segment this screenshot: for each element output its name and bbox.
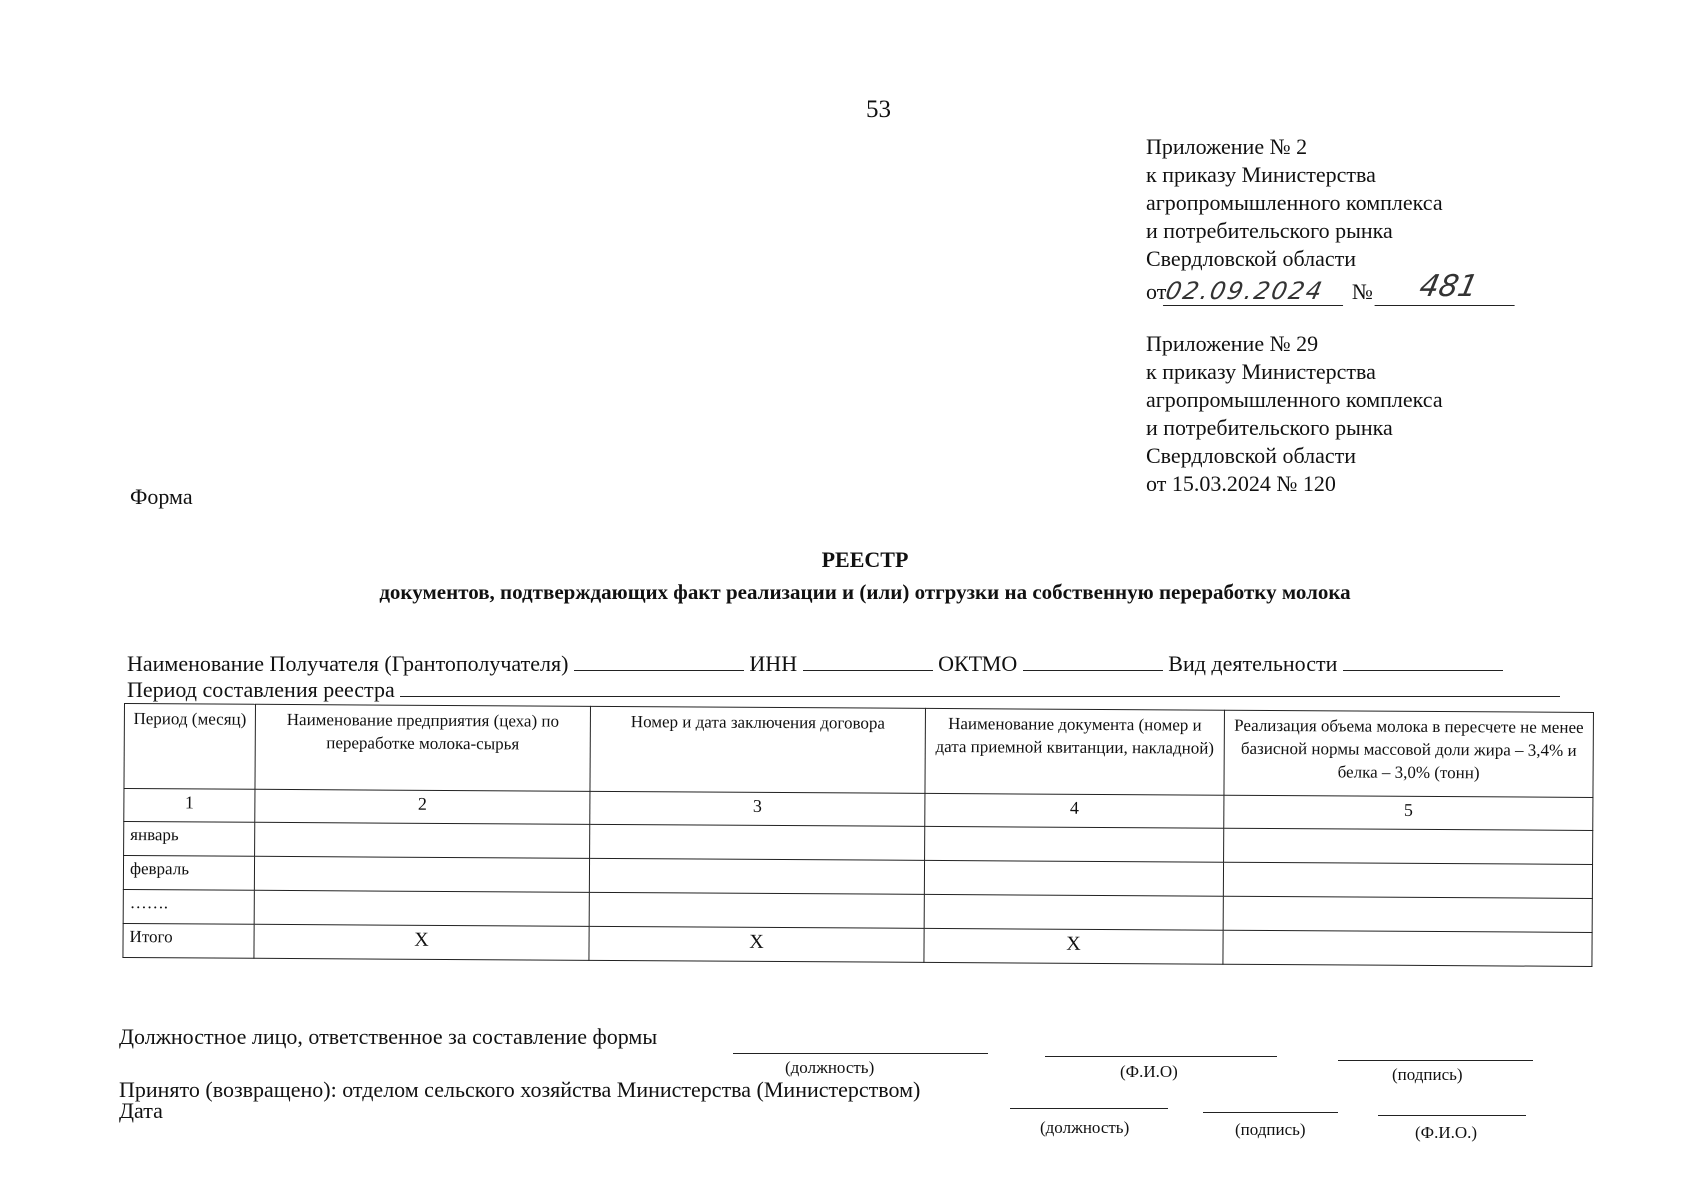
total-mark: Х — [924, 928, 1223, 964]
total-volume-cell[interactable] — [1223, 930, 1592, 966]
row-month: ……. — [123, 889, 254, 924]
column-number: 1 — [124, 789, 255, 823]
document-subtitle: документов, подтверждающих факт реализации и (или) отгрузки на собственную переработку молока — [379, 580, 1351, 604]
appendix-2-block — [1146, 330, 1443, 498]
accepted-label: Принято (возвращено): отделом сельского хозяйства Министерства (Министерством) — [119, 1077, 921, 1102]
responsible-label: Должностное лицо, ответственное за составление формы — [119, 1024, 658, 1049]
column-number: 2 — [255, 789, 590, 824]
registry-table — [122, 703, 1594, 967]
appendix-1-line: Приложение № 2 — [1146, 134, 1308, 159]
accepted-signature-blank[interactable] — [1203, 1092, 1338, 1113]
caption-accepted-name: (Ф.И.О.) — [1415, 1123, 1478, 1142]
accepted-line — [119, 1077, 920, 1103]
caption-accepted-signature: (подпись) — [1235, 1120, 1306, 1139]
header-period: Период (месяц) — [124, 704, 256, 790]
responsible-name-blank[interactable] — [1045, 1036, 1277, 1057]
header-contract: Номер и дата заключения договора — [590, 706, 926, 793]
page-number: 53 — [866, 96, 891, 123]
appendix-1-line: агропромышленного комплекса — [1146, 190, 1443, 215]
activity-blank[interactable] — [1343, 650, 1503, 671]
column-number: 5 — [1224, 795, 1593, 830]
appendix-2-line: от 15.03.2024 № 120 — [1146, 471, 1336, 496]
table-header-row — [124, 704, 1593, 798]
column-number: 3 — [590, 791, 925, 826]
total-label: Итого — [123, 923, 254, 958]
number-sign: № — [1351, 279, 1373, 304]
column-number: 4 — [925, 793, 1224, 828]
accepted-name-blank[interactable] — [1378, 1095, 1526, 1116]
table-cell[interactable] — [925, 826, 1224, 862]
recipient-blank[interactable] — [574, 650, 744, 671]
handwritten-number: 481 — [1375, 273, 1522, 306]
appendix-2-line: агропромышленного комплекса — [1146, 387, 1443, 412]
table-cell[interactable] — [589, 858, 924, 894]
row-month: январь — [124, 822, 255, 857]
recipient-line — [127, 650, 1503, 677]
handwritten-date: 02.09.2024 — [1163, 277, 1349, 306]
caption-position: (должность) — [785, 1058, 875, 1077]
table-cell[interactable] — [254, 890, 589, 926]
date-prefix: от — [1146, 279, 1167, 304]
appendix-1-date-line — [1146, 269, 1518, 306]
date-label: Дата — [119, 1098, 163, 1123]
responsible-line — [119, 1024, 657, 1050]
table-cell[interactable] — [1223, 862, 1592, 898]
header-enterprise: Наименование предприятия (цеха) по переработке молока-сырья — [255, 704, 591, 791]
table-cell[interactable] — [1223, 896, 1592, 932]
activity-label: Вид деятельности — [1168, 651, 1338, 676]
table-cell[interactable] — [590, 824, 925, 860]
table-cell[interactable] — [255, 822, 590, 858]
oktmo-label: ОКТМО — [938, 651, 1018, 676]
header-document: Наименование документа (номер и дата приемной квитанции, накладной) — [925, 708, 1225, 795]
appendix-2-line: к приказу Министерства — [1146, 359, 1376, 384]
appendix-1-line: Свердловской области — [1146, 246, 1356, 271]
responsible-position-blank[interactable] — [733, 1033, 988, 1054]
appendix-2-line: и потребительского рынка — [1146, 415, 1393, 440]
table-cell[interactable] — [254, 856, 589, 892]
appendix-2-line: Свердловской области — [1146, 443, 1356, 468]
period-line — [127, 676, 1560, 703]
row-month: февраль — [123, 856, 254, 891]
inn-label: ИНН — [749, 651, 798, 676]
accepted-position-blank[interactable] — [1010, 1088, 1168, 1109]
table-cell[interactable] — [1224, 828, 1593, 864]
table-cell[interactable] — [924, 894, 1223, 930]
document-title: РЕЕСТР — [821, 547, 909, 572]
appendix-1-line: и потребительского рынка — [1146, 218, 1393, 243]
appendix-2-line: Приложение № 29 — [1146, 331, 1319, 356]
period-label: Период составления реестра — [127, 677, 395, 702]
recipient-label: Наименование Получателя (Грантополучателя) — [127, 651, 569, 676]
period-blank[interactable] — [400, 676, 1560, 697]
responsible-signature-blank[interactable] — [1338, 1040, 1533, 1061]
caption-accepted-position: (должность) — [1040, 1118, 1130, 1137]
form-label: Форма — [130, 484, 193, 509]
caption-signature: (подпись) — [1392, 1065, 1463, 1084]
header-volume: Реализация объема молока в пересчете не менее базисной нормы массовой доли жира – 3,4% и белка – 3,0% (тонн) — [1224, 710, 1594, 797]
total-mark: Х — [254, 924, 589, 960]
inn-blank[interactable] — [803, 650, 933, 671]
table-cell[interactable] — [589, 892, 924, 928]
appendix-1-block — [1146, 133, 1518, 306]
table-cell[interactable] — [924, 860, 1223, 896]
appendix-1-line: к приказу Министерства — [1146, 162, 1376, 187]
total-mark: Х — [589, 926, 924, 962]
oktmo-blank[interactable] — [1023, 650, 1163, 671]
caption-name: (Ф.И.О) — [1120, 1062, 1178, 1081]
